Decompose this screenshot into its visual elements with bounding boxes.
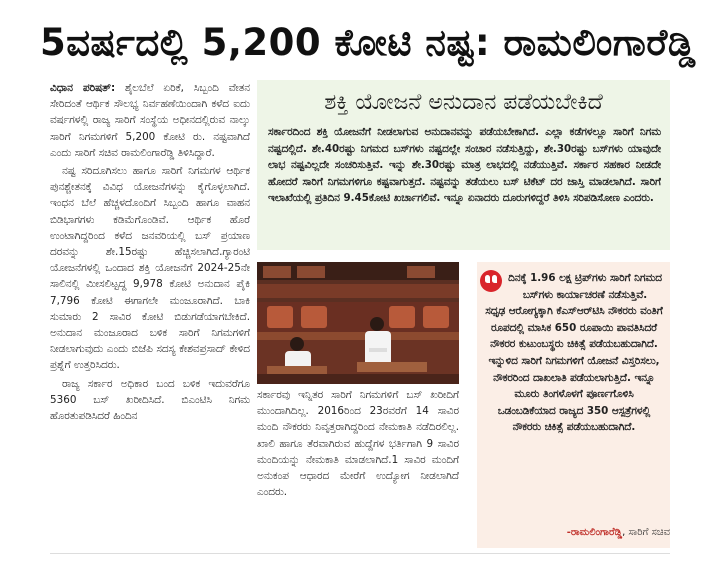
green-box-body: ಸರ್ಕಾರದಿಂದ ಶಕ್ತಿ ಯೋಜನೆಗೆ ನೀಡಲಾಗುವ ಅನುದಾನವನ್ನು ಪಡೆಯಬೇಕಾಗಿದೆ. ಎಲ್ಲಾ ಕಡೆಗಳಲ್ಲೂ ಸಾರಿಗೆ ನಿಗಮ ನಷ್ಟದಲ್ಲಿದೆ. ಶೇ.40ರಷ್ಟು ನಿಗಮದ ಬಸ್‌ಗಳು ನಷ್ಟದಲ್ಲೇ ಸಂಚಾರ ನಡೆಸುತ್ತಿದ್ದು, ಶೇ.30ರಷ್ಟು ಬಸ್‌ಗಳು ಯಾವುದೇ ಲಾಭ ನಷ್ಟವಿಲ್ಲದೇ ಸಂಚರಿಸುತ್ತಿವೆ. ಇನ್ನು ಶೇ.30ರಷ್ಟು ಮಾತ್ರ ಲಾಭದಲ್ಲಿ ನಡೆಯುತ್ತಿವೆ. ಸರ್ಕಾರ ಸಹಕಾರ ನೀಡದೇ ಹೋದರೆ ಸಾರಿಗೆ ನಿಗಮಗಳಿಗೂ ಕಷ್ಟವಾಗುತ್ತದೆ. ನಷ್ಟವನ್ನು ತಡೆಯಲು ಬಸ್ ಟಿಕೆಟ್ ದರ ಜಾಸ್ತಿ ಮಾಡಲಾಗಿದೆ. ಸಾರಿಗೆ ಇಲಾಖೆಯಲ್ಲಿ ಪ್ರತಿದಿನ 9.45ಕೋಟಿ ಖರ್ಚಾಗಲಿವೆ. ಇನ್ನೂ ಏನಾದರು ದೂರುಗಳಿದ್ದರೆ ತಿಳಿಸಿ ಸರಿಪಡಿಸೋಣ ಎಂದರು. [268, 126, 661, 205]
signature-title: , ಸಾರಿಗೆ ಸಚಿವ [622, 527, 670, 538]
bottom-rule [50, 553, 670, 554]
dateline: ವಿಧಾನ ಪರಿಷತ್: [50, 82, 116, 94]
quote-signature [484, 524, 670, 542]
quote-body [484, 270, 664, 520]
quote-lead: ದಿನಕ್ಕೆ 1.96 ಲಕ್ಷ ಟ್ರಿಪ್‌ಗಳು ಸಾರಿಗೆ ನಿಗಮದ ಬಸ್‌ಗಳು ಕಾರ್ಯಾಚರಣೆ ನಡೆಸುತ್ತಿವೆ. [508, 272, 662, 301]
green-box-title: ಶಕ್ತಿ ಯೋಜನೆ ಅನುದಾನ ಪಡೆಯಬೇಕಿದೆ [324, 90, 603, 115]
article-paragraph: ನಷ್ಟ ಸರಿದೂಗಿಸಲು ಹಾಗೂ ಸಾರಿಗೆ ನಿಗಮಗಳ ಆರ್ಥಿಕ ಪುನಶ್ಚೇತನಕ್ಕೆ ವಿವಿಧ ಯೋಜನೆಗಳನ್ನು ಕೈಗೊಳ್ಳಲಾಗಿದೆ. ಇಂಧನ ಬೆಲೆ ಹೆಚ್ಚಳದೊಂದಿಗೆ ಸಿಬ್ಬಂದಿ ಹಾಗೂ ವಾಹನ ಬಿಡಿಭಾಗಗಳು ಕಡಿಮೆಗೊಂಡಿವೆ. ಆರ್ಥಿಕ ಹೊರೆ ಉಂಟಾಗಿದ್ದರಿಂದ ಕಳೆದ ಜನವರಿಯಲ್ಲಿ ಬಸ್ ಪ್ರಯಾಣ ದರವನ್ನು ಶೇ.15ರಷ್ಟು ಹೆಚ್ಚಿಸಲಾಗಿದೆ.ಗ್ಯಾರಂಟಿ ಯೋಜನೆಗಳಲ್ಲಿ ಒಂದಾದ ಶಕ್ತಿ ಯೋಜನೆಗೆ 2024-25ನೇ ಸಾಲಿನಲ್ಲಿ ಮೀಸಲಿಟ್ಟದ್ದ 9,978 ಕೋಟಿ ಅನುದಾನ ಪೈಕಿ 7,796 ಕೋಟಿ ಈಗಾಗಲೇ ಮಂಜೂರಾಗಿದೆ. ಬಾಕಿ ಸುಮಾರು 2 ಸಾವಿರ ಕೋಟಿ ಬಿಡುಗಡೆಯಾಗಬೇಕಿದೆ. ಅನುದಾನ ಮಂಜೂರಾದ ಬಳಿಕ ಸಾರಿಗೆ ನಿಗಮಗಳಿಗೆ ನೀಡಲಾಗುವುದು ಎಂದು ಬಿಜೆಪಿ ಸದಸ್ಯ ಕೇಶವಪ್ರಸಾದ್ ಕೇಳಿದ ಪ್ರಶ್ನೆಗೆ ಉತ್ತರಿಸಿದರು. [50, 165, 250, 372]
assembly-photo [257, 262, 459, 384]
signature-name: -ರಾಮಲಿಂಗಾರೆಡ್ಡಿ [566, 527, 623, 538]
headline: 5ವರ್ಷದಲ್ಲಿ 5,200 ಕೋಟಿ ನಷ್ಟ: ರಾಮಲಿಂಗಾರೆಡ್ಡಿ [40, 21, 696, 64]
paragraph-text: ಶೈಲಬೆಲೆ ಏರಿಕೆ, ಸಿಬ್ಬಂದಿ ವೇತನ ಸೇರಿದಂತೆ ಆರ್ಥಿಕ ಸೌಲಭ್ಯ ನಿರ್ವಹಣೆಯಿಂದಾಗಿ ಕಳೆದ ಐದು ವರ್ಷಗಳಲ್ಲಿ ರಾಜ್ಯ ಸಾರಿಗೆ ಸಂಸ್ಥೆಯ ಅಧೀನದಲ್ಲಿರುವ ನಾಲ್ಕು ಸಾರಿಗೆ ನಿಗಮಗಳಿಗೆ 5,200 ಕೋಟಿ ರು. ನಷ್ಟವಾಗಿದೆ ಎಂದು ಸಾರಿಗೆ ಸಚಿವ ರಾಮಲಿಂಗಾರೆಡ್ಡಿ ತಿಳಿಸಿದ್ದಾರೆ. [50, 82, 250, 159]
article-paragraph [50, 80, 250, 161]
article-paragraph: ರಾಜ್ಯ ಸರ್ಕಾರ ಅಧಿಕಾರ ಬಂದ ಬಳಿಕ ಇದುವರೆಗೂ 5360 ಬಸ್ ಖರೀದಿಸಿದೆ. ಬಿಎಂಟಿಸಿ ನಿಗಮ ಹೊರತುಪಡಿಸಿದರೆ ಹಿಂದಿನ [50, 377, 250, 423]
quote-text: ಸಧೃಢ ಆರೋಗ್ಯಕ್ಕಾಗಿ ಕೆಎಸ್‌ಆರ್‌ಟಿಸಿ ನೌಕರರು ವಂತಿಗೆ ರೂಪದಲ್ಲಿ ಮಾಸಿಕ 650 ರೂಪಾಯಿ ಪಾವತಿಸಿದರೆ ನೌಕರರ ಕುಟುಂಬಸ್ಥರು ಚಿಕಿತ್ಸೆ ಪಡೆಯಬಹುದಾಗಿದೆ. ಇನ್ನುಳಿದ ಸಾರಿಗೆ ನಿಗಮಗಳಿಗೆ ಯೋಜನೆ ವಿಸ್ತರಿಸಲು, ನೌಕರರಿಂದ ದಾಖಲಾತಿ ಪಡೆಯಲಾಗುತ್ತಿದೆ. ಇನ್ನೂ ಮೂರು ತಿಂಗಳೊಳಗೆ ಪೂರ್ಣಗೊಳಿಸಿ ಒಡಂಬಡಿಕೆಯಾದ ರಾಜ್ಯದ 350 ಆಸ್ಪತ್ರೆಗಳಲ್ಲಿ ನೌಕರರು ಚಿಕಿತ್ಸೆ ಪಡೆಯಬಹುದಾಗಿದೆ. [485, 305, 663, 434]
article-paragraph: ಸರ್ಕಾರವು ಇನ್ನಿತರ ಸಾರಿಗೆ ನಿಗಮಗಳಿಗೆ ಬಸ್ ಖರೀದಿಗೆ ಮುಂದಾಗಿದಿಲ್ಲ. 2016ರಿಂದ 23ರವರೆಗೆ 14 ಸಾವಿರ ಮಂದಿ ನೌಕರರು ನಿವೃತ್ತರಾಗಿದ್ದರಿಂದ ನೇಮಕಾತಿ ನಡೆದಿರಲಿಲ್ಲ. ಖಾಲಿ ಹಾಗೂ ತೆರವಾಗಿರುವ ಹುದ್ದೆಗಳ ಭರ್ತಿಗಾಗಿ 9 ಸಾವಿರ ಮಂದಿಯನ್ನು ನೇಮಕಾತಿ ಮಾಡಲಾಗಿದೆ.1 ಸಾವಿರ ಮಂದಿಗೆ ಅನುಕಂಪ ಆಧಾರದ ಮೇರೆಗೆ ಉದ್ಯೋಗ ನೀಡಲಾಗಿದೆ ಎಂದರು. [257, 389, 459, 499]
assembly-photo-illustration [257, 262, 459, 384]
article-left-column [50, 80, 250, 548]
article-middle-column [257, 387, 459, 547]
